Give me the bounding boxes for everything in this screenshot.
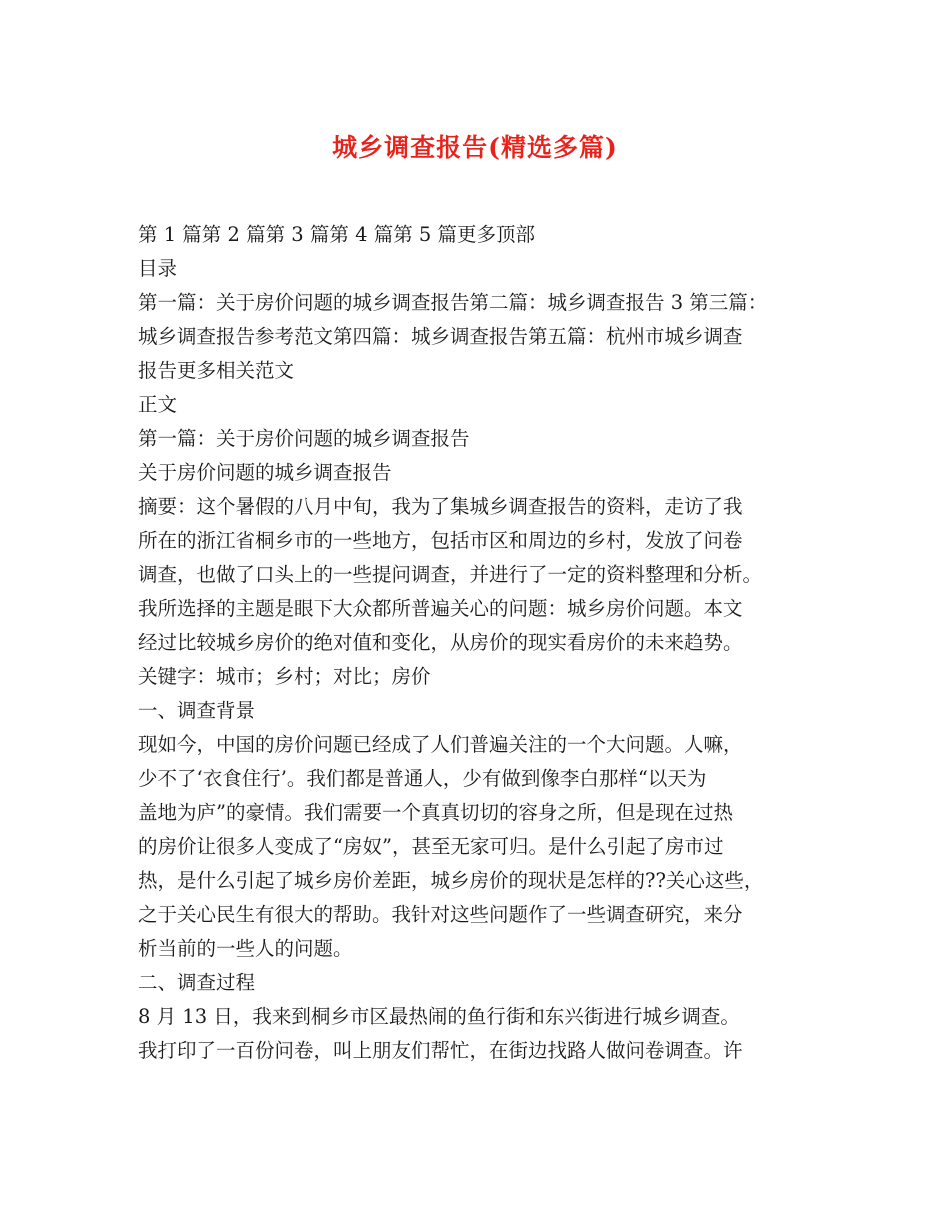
text-line: 二、调查过程 <box>138 971 256 994</box>
text-line: 现如今，中国的房价问题已经成了人们普遍关注的一个大问题。人嘛， <box>138 733 743 756</box>
text-line: 报告更多相关范文 <box>138 359 295 382</box>
text-line: 第一篇：关于房价问题的城乡调查报告 <box>138 427 470 450</box>
text-line: 热，是什么引起了城乡房价差距，城乡房价的现状是怎样的??关心这些， <box>138 869 764 892</box>
text-line: 我所选择的主题是眼下大众都所普遍关心的问题：城乡房价问题。本文 <box>138 597 743 620</box>
text-line: 关键字：城市；乡村；对比；房价 <box>138 665 431 688</box>
text-line: 城乡调查报告参考范文第四篇：城乡调查报告第五篇：杭州市城乡调查 <box>138 325 743 348</box>
text-line: 一、调查背景 <box>138 699 256 722</box>
document-title: 城乡调查报告(精选多篇) <box>332 133 618 162</box>
text-line: 8 月 13 日，我来到桐乡市区最热闹的鱼行街和东兴街进行城乡调查。 <box>138 1005 740 1028</box>
text-line: 调查，也做了口头上的一些提问调查，并进行了一定的资料整理和分析。 <box>138 563 763 586</box>
text-line: 少不了‘衣食住行’。我们都是普通人，少有做到像李白那样“以天为 <box>138 767 707 790</box>
text-line: 盖地为庐”的豪情。我们需要一个真真切切的容身之所，但是现在过热 <box>138 801 733 824</box>
text-line: 目录 <box>138 257 178 280</box>
text-line: 我打印了一百份问卷，叫上朋友们帮忙，在街边找路人做问卷调查。许 <box>138 1039 743 1062</box>
text-line: 所在的浙江省桐乡市的一些地方，包括市区和周边的乡村，发放了问卷 <box>138 529 743 552</box>
text-line: 第 1 篇第 2 篇第 3 篇第 4 篇第 5 篇更多顶部 <box>138 223 536 246</box>
document-body <box>138 218 828 1068</box>
text-line: 经过比较城乡房价的绝对值和变化，从房价的现实看房价的未来趋势。 <box>138 631 743 654</box>
text-line: 摘要：这个暑假的八月中旬，我为了集城乡调查报告的资料，走访了我 <box>138 495 743 518</box>
text-line: 之于关心民生有很大的帮助。我针对这些问题作了一些调查研究，来分 <box>138 903 743 926</box>
text-line: 第一篇：关于房价问题的城乡调查报告第二篇：城乡调查报告 3 第三篇： <box>138 291 768 314</box>
text-line: 正文 <box>138 393 178 416</box>
text-line: 的房价让很多人变成了“房奴”，甚至无家可归。是什么引起了房市过 <box>138 835 724 858</box>
text-line: 关于房价问题的城乡调查报告 <box>138 461 392 484</box>
text-line: 析当前的一些人的问题。 <box>138 937 353 960</box>
